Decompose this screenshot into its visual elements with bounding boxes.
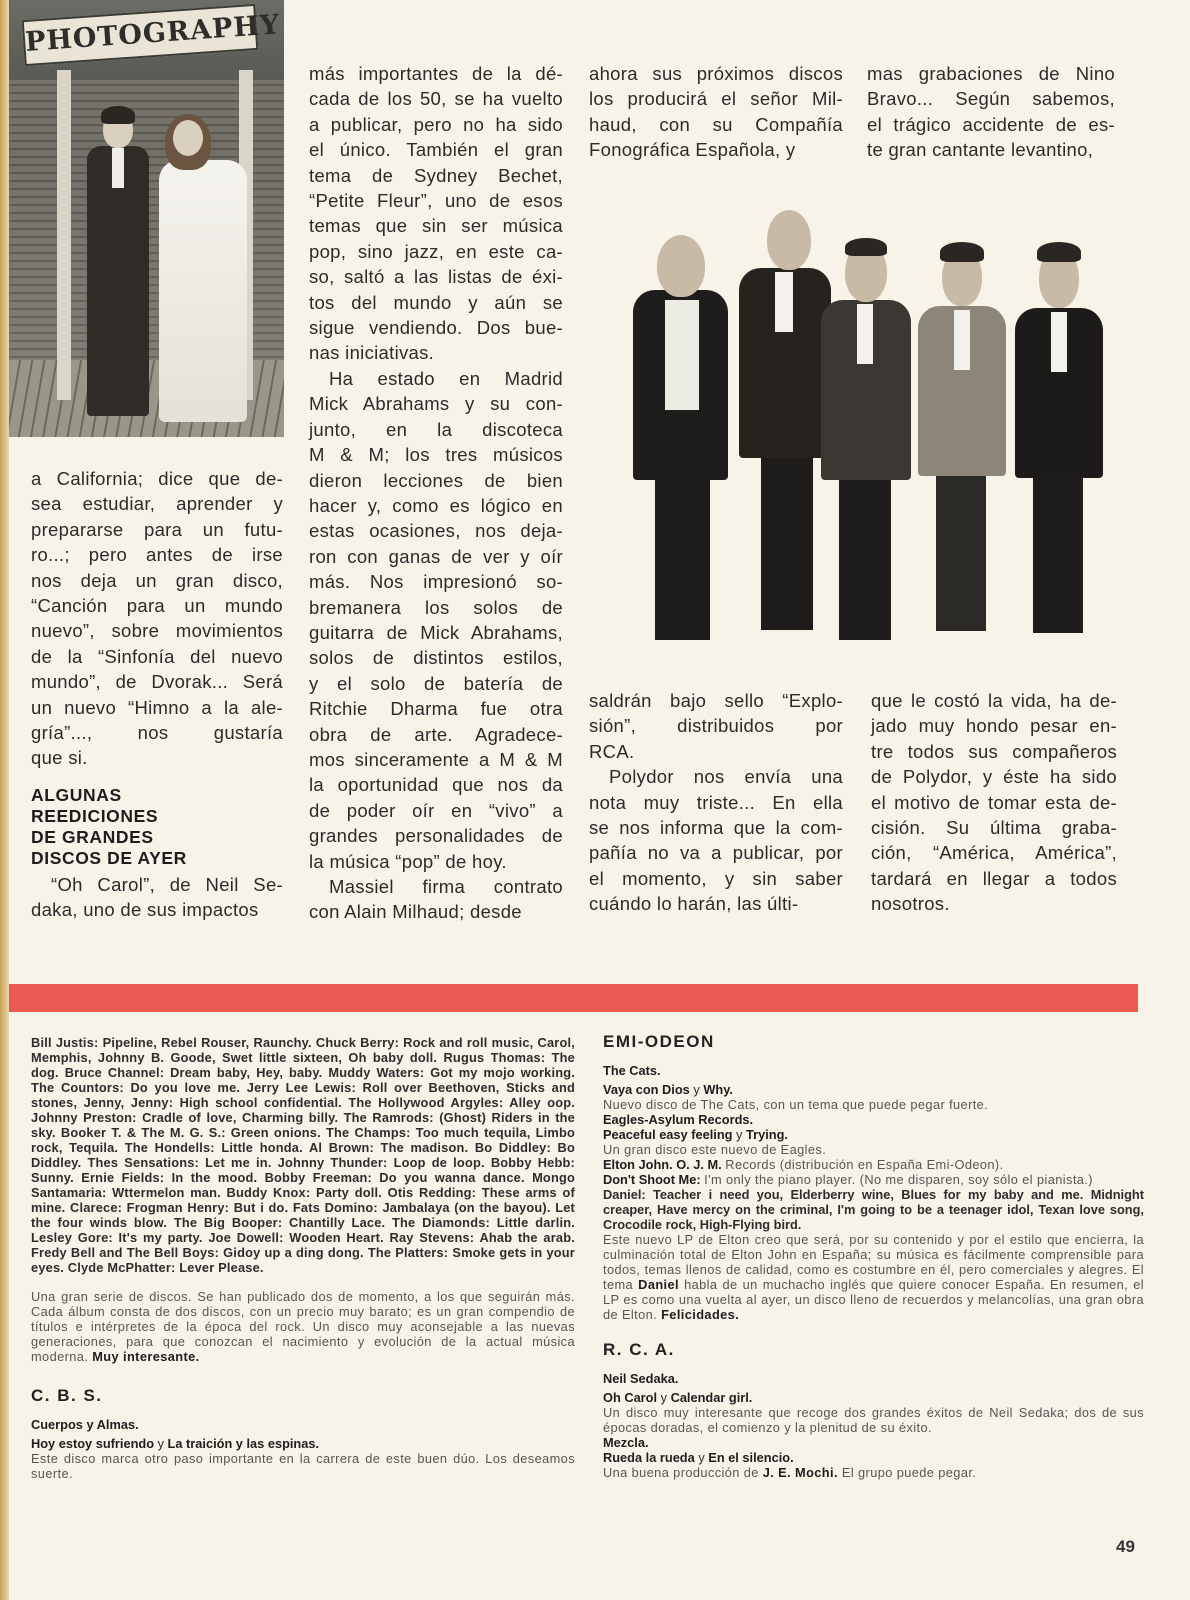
text-line: tre todos sus compañeros [871, 740, 1117, 762]
text-line: solos de distintos estilos, [309, 647, 563, 669]
text-line: que si. [31, 747, 88, 769]
elton-tracks: Daniel: Teacher i need you, Elderberry wine, Blues for my baby and me. Midnight creaper, Have mercy on the criminal, I'm going to be a teenager idol, Texan love song, Crocodile rock, High-Flying bird. [603, 1187, 1144, 1232]
porch-post [57, 70, 71, 400]
text-line: pañía no va a publicar, por [589, 842, 843, 864]
text-line: mundo”, de Dvorak... Será [31, 671, 283, 693]
text-line: sión”, distribuidos por [589, 715, 843, 737]
neil-review: Un disco muy interesante que recoge dos grandes éxitos de Neil Sedaka; dos de sus épocas doradas, el comienzo y la plenitud de su éxito. [603, 1405, 1144, 1435]
article-column-3-top [589, 61, 843, 163]
text-line: nos deja un gran disco, [31, 569, 283, 591]
text-line: “Petite Fleur”, uno de esos [309, 190, 563, 212]
text-line: ción, “América, América”, [871, 842, 1117, 864]
text-line: más importantes de la dé- [309, 63, 563, 84]
reissue-review: Una gran serie de discos. Se han publicado dos de momento, a los que seguirán más. Cada álbum consta de dos discos, con un precio muy barato; es un gran compendio de títulos e intérpretes de la época del rock. Un disco muy aconsejable a las nuevas generaciones, para que conozcan el nacimiento y evolución de la actual música moderna. Muy interesante. [31, 1289, 575, 1364]
record-reviews-left [31, 1035, 575, 1481]
article-column-3-bottom [589, 688, 843, 917]
text-line: Fonográfica Española, y [589, 139, 796, 161]
section-heading-line: DE GRANDES [31, 826, 154, 847]
section-heading-line: REEDICIONES [31, 805, 159, 826]
wedding-photo [9, 0, 284, 437]
text-line: grandes personalidades de [309, 825, 563, 847]
text-line: haud, con su Compañía [589, 113, 843, 135]
text-line: mos sinceramente a M & M [309, 748, 563, 770]
text-line: jado muy hondo pesar en- [871, 715, 1117, 737]
text-line: Massiel firma contrato [329, 876, 563, 897]
text-line: tema de Sydney Bechet, [309, 164, 563, 186]
text-line: M & M; los tres músicos [309, 444, 563, 466]
cats-artist: The Cats. [603, 1063, 661, 1078]
text-line: ro...; pero antes de irse [31, 544, 283, 566]
text-line: nota muy triste... En ella [589, 791, 843, 813]
text-line: nuevo”, sobre movimientos [31, 620, 283, 642]
text-line: nosotros. [871, 893, 950, 915]
eagles-label: Eagles-Asylum Records. [603, 1112, 754, 1127]
cats-titles: Vaya con Dios y Why. [603, 1082, 733, 1097]
text-line: un nuevo “Himno a la ale- [31, 696, 283, 718]
cbs-review: Este disco marca otro paso importante en la carrera de este buen dúo. Los deseamos suerte. [31, 1451, 575, 1481]
text-line: y el solo de batería de [309, 672, 563, 694]
text-line: se nos informa que la com- [589, 817, 843, 839]
article-column-1 [31, 466, 283, 923]
record-reviews-right [603, 1030, 1144, 1480]
text-line: estas ocasiones, nos deja- [309, 520, 563, 542]
cbs-artist: Cuerpos y Almas. [31, 1417, 139, 1432]
text-line: los producirá el señor Mil- [589, 88, 843, 110]
emi-odeon-heading: EMI-ODEON [603, 1032, 715, 1051]
text-line: ahora sus próximos discos [589, 63, 843, 84]
reissue-track-list: Bill Justis: Pipeline, Rebel Rouser, Raunchy. Chuck Berry: Rock and roll music, Carol, Memphis, Johnny B. Goode, Swet little sixteen, Oh baby doll. Rugus Thomas: The dog. Bruce Channel: Dream baby, Hey, baby. Muddy Waters: Got my mojo working. The Countors: Do you love me. Jerry Lee Lewis: Roll over Beethoven, Sticks and stones, Jenny, Jenny: High school confidential. The Hollywood Argyles: Alley oop. Johnny Preston: Cradle of love, Charming billy. The Ramrods: (Ghost) Riders in the sky. Booker T. & The M. G. S.: Green onions. The Champs: Too much tequila, Limbo rock, Tequila. The Hondells: Little honda. Al Brown: The madison. Bo Diddley: Bo Diddley. Thes Sensations: Let me in. Johnny Thunder: Loop de loop. Bobby Hebb: Sunny. Ernie Fields: In the mood. Bobby Freeman: Do you wanna dance. Mongo Santamaria: Wttermelon man. Buddy Knox: Party doll. Otis Redding: These arms of mine. Clarece: Frogman Henry: But i do. Fats Domino: Jambalaya (on the bayou). Let the four winds blow. The Big Booper: Chantilly Lace. The Diamonds: Little darlin. Lesley Gore: It's my party. Joe Dowell: Wooden Heart. Ray Stevens: Ahab the arab. Fredy Bell and The Bell Boys: Gidoy up a ding dong. The Platters: Smoke gets in your eyes. Clyde McPhatter: Lever Please. [31, 1035, 575, 1275]
text-line: cisión. Su última graba- [871, 817, 1117, 839]
neil-titles: Oh Carol y Calendar girl. [603, 1390, 753, 1405]
text-line: hacer y, como es lógico en [309, 494, 563, 516]
section-heading-line: DISCOS DE AYER [31, 847, 187, 868]
text-line: so, saltó a las listas de éxi- [309, 266, 563, 288]
text-line: ron con ganas de ver y oír [309, 545, 563, 567]
photography-sign: PHOTOGRAPHY [22, 4, 259, 66]
elton-lp-title: Don't Shoot Me: I'm only the piano player. (No me disparen, soy sólo el pianista.) [603, 1172, 1093, 1187]
text-line: a publicar, pero no ha sido [309, 113, 563, 135]
text-line: RCA. [589, 740, 635, 762]
person-figure [625, 220, 735, 640]
section-heading-line: ALGUNAS [31, 784, 122, 805]
text-line: guitarra de Mick Abrahams, [309, 621, 563, 643]
text-line: mas grabaciones de Nino [867, 63, 1115, 84]
person-figure [815, 230, 915, 640]
cbs-heading: C. B. S. [31, 1386, 103, 1405]
text-line: temas que sin ser música [309, 215, 563, 237]
text-line: sea estudiar, aprender y [31, 493, 283, 515]
text-line: de Polydor, y éste ha sido [871, 766, 1117, 788]
text-line: el trágico accidente de es- [867, 113, 1115, 135]
neil-artist: Neil Sedaka. [603, 1371, 679, 1386]
person-figure [912, 236, 1012, 636]
text-line: cuándo lo harán, las últi- [589, 893, 799, 915]
text-line: Ritchie Dharma fue otra [309, 698, 563, 720]
page-number: 49 [1116, 1537, 1135, 1556]
text-line: pop, sino jazz, en este ca- [309, 240, 563, 262]
text-line: saldrán bajo sello “Explo- [589, 690, 843, 711]
text-line: la oportunidad que nos da [309, 774, 563, 796]
text-line: el motivo de tomar esta de- [871, 791, 1117, 813]
section-divider-band [9, 984, 1138, 1012]
text-line: de poder oír en “vivo” a [309, 799, 563, 821]
text-line: que le costó la vida, ha de- [871, 690, 1117, 711]
text-line: bremanera los solos de [309, 596, 563, 618]
text-line: la música “pop” de hoy. [309, 850, 507, 872]
text-line: dieron lecciones de bien [309, 469, 563, 491]
elton-review: Este nuevo LP de Elton creo que será, por su contenido y por el estilo que encierra, la culminación total de Elton John en España; su música es fácilmente comprensible para todos, temas llenos de calidad, como es costumbre en él, pero comerciales y alegres. El tema Daniel habla de un muchacho inglés que quiere conocer España. En resumen, el LP es como una vuelta al ayer, un disco lleno de recuerdos y melancolías, una gran obra de Elton. Felicidades. [603, 1232, 1144, 1322]
text-line: “Canción para un mundo [31, 595, 283, 617]
text-line: te gran cantante levantino, [867, 139, 1094, 161]
rca-heading: R. C. A. [603, 1340, 675, 1359]
mezcla-titles: Rueda la rueda y En el silencio. [603, 1450, 794, 1465]
eagles-titles: Peaceful easy feeling y Trying. [603, 1127, 788, 1142]
text-line: de la “Sinfonía del nuevo [31, 645, 283, 667]
mezcla-review: Una buena producción de J. E. Mochi. El grupo puede pegar. [603, 1465, 977, 1480]
elton-label: Elton John. O. J. M. Records (distribución en España Emi-Odeon). [603, 1157, 1004, 1172]
text-line: nas iniciativas. [309, 342, 435, 364]
bride-figure [159, 120, 249, 420]
text-line: gría”..., nos gustaría [31, 722, 283, 744]
group-photo [597, 200, 1152, 660]
text-line: “Oh Carol”, de Neil Se- [51, 873, 283, 895]
eagles-review: Un gran disco este nuevo de Eagles. [603, 1142, 827, 1157]
text-line: junto, en la discoteca [309, 418, 563, 440]
text-line: a California; dice que de- [31, 468, 283, 489]
text-line: cada de los 50, se ha vuelto [309, 88, 563, 110]
text-line: el momento, y sin saber [589, 867, 843, 889]
text-line: Polydor nos envía una [609, 766, 843, 788]
article-column-4-top [867, 61, 1115, 163]
article-column-2 [309, 61, 563, 925]
text-line: con Alain Milhaud; desde [309, 901, 522, 923]
text-line: daka, uno de sus impactos [31, 899, 259, 921]
cbs-titles: Hoy estoy sufriendo y La traición y las espinas. [31, 1436, 320, 1451]
text-line: más. Nos impresionó so- [309, 571, 563, 593]
person-figure [1009, 238, 1109, 638]
page-binding-edge [0, 0, 9, 1600]
text-line: Bravo... Según sabemos, [867, 88, 1115, 110]
text-line: prepararse para un futu- [31, 518, 283, 540]
mezcla-artist: Mezcla. [603, 1435, 649, 1450]
article-column-4-bottom [871, 688, 1117, 917]
cats-review: Nuevo disco de The Cats, con un tema que puede pegar fuerte. [603, 1097, 989, 1112]
text-line: Ha estado en Madrid [329, 367, 563, 389]
text-line: obra de arte. Agradece- [309, 723, 563, 745]
groom-figure [79, 110, 157, 415]
text-line: tardará en llegar a todos [871, 867, 1117, 889]
text-line: el único. También el gran [309, 139, 563, 161]
text-line: sigue vendiendo. Dos bue- [309, 317, 563, 339]
text-line: Mick Abrahams y su con- [309, 393, 563, 415]
text-line: tos del mundo y aún se [309, 291, 563, 313]
